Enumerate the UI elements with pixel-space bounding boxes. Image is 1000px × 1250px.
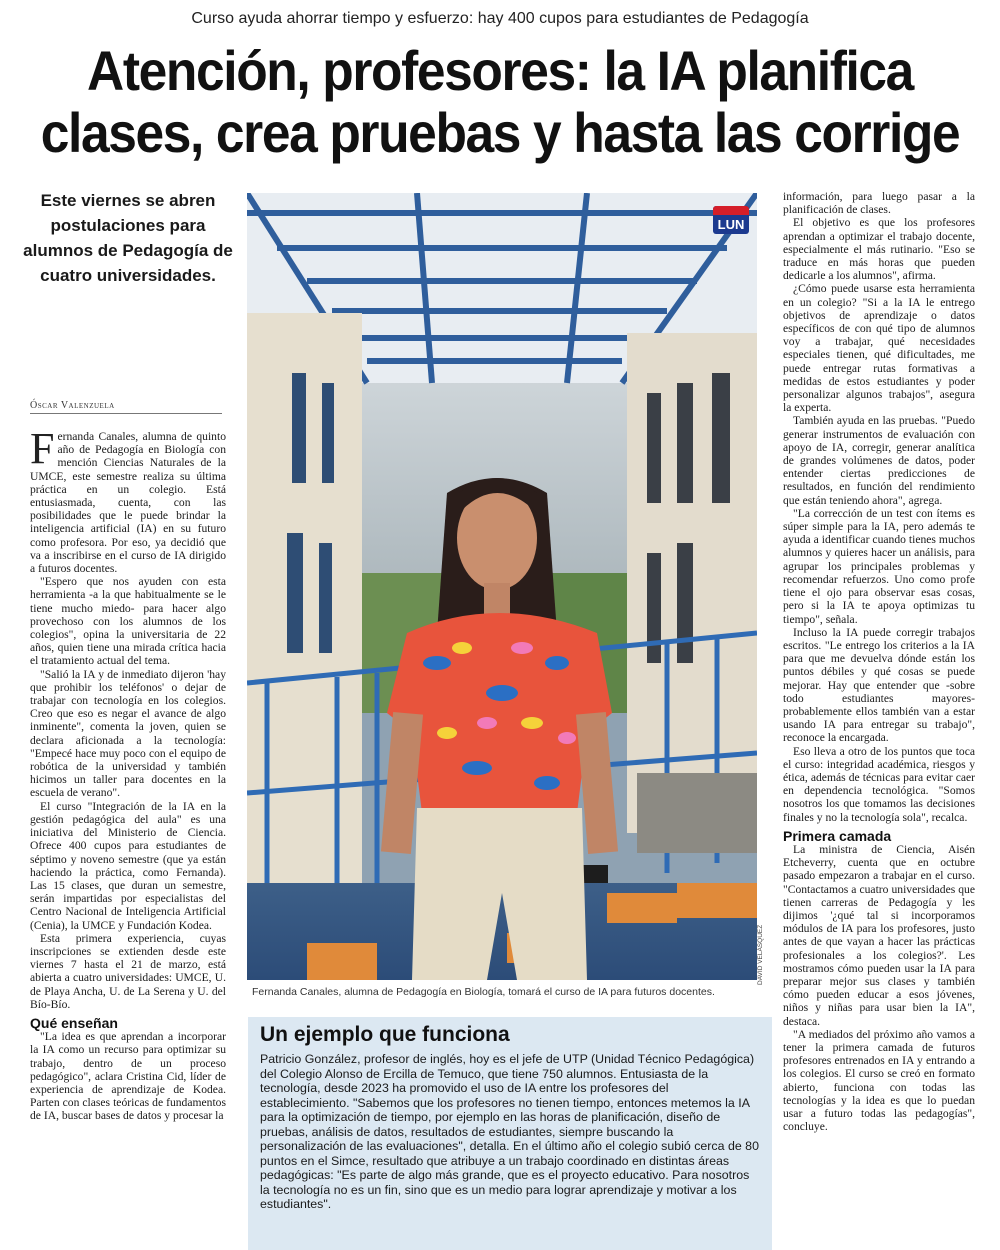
- byline: Óscar Valenzuela: [30, 400, 222, 414]
- paragraph: "Espero que nos ayuden con esta herramienta -a la que habitualmente se le tiene mucho miedo- para hacer algo provechoso con los alumnos de los colegios", opina la universitaria de 22 años, quien tiene una mirada crítica hacia el tratamiento actual del tema.: [30, 575, 226, 668]
- paragraph: "A mediados del próximo año vamos a tener la primera camada de futuros profesores entrenados en IA y entrando a los colegios. El curso se creó en formato abierto, funciona con todas las tecnologías y la idea es que lo puedan usar a futuro todas las pedagogías", concluye.: [783, 1027, 975, 1134]
- photo-caption: Fernanda Canales, alumna de Pedagogía en Biología, tomará el curso de IA para futuros docentes.: [252, 986, 715, 998]
- paragraph: [30, 430, 226, 575]
- kicker: Curso ayuda ahorrar tiempo y esfuerzo: hay 400 cupos para estudiantes de Pedagogía: [191, 10, 809, 27]
- section-subhead: Qué enseñan: [30, 1014, 118, 1031]
- paragraph: Incluso la IA puede corregir trabajos escritos. "Le entrego los criterios a la IA para que me devuelva dónde están los puntos débiles y qué cosas se puede mejorar. Hay que entender que -sobre todo estudiantes mayores- probablemente ellos también van a estar usando IA para entregar su trabajo", reconoce la encargada.: [783, 625, 975, 745]
- paragraph: También ayuda en las pruebas. "Puedo generar instrumentos de evaluación con apoyo de IA, corregir, generar analítica de grandes volúmenes de datos, poder entender ciertas predicciones de resultados, en función del rendimiento que están teniendo ahora", agrega.: [783, 414, 975, 507]
- paragraph: La ministra de Ciencia, Aisén Etcheverry, cuenta que en octubre pasado empezaron a trabajar en el curso. "Contactamos a cuatro universidades que tienen carreras de Pedagogía y les dijimos '¿qué tal si incorporamos módulos de IA para los profesores, justo antes de que vayan a hacer las prácticas profesionales a los colegios?'. Les mostramos cómo pueden usar la IA para preparar mejor sus clases y también cómo pueden educar a esos jóvenes, niños y niñas para usar bien la IA", destaca.: [783, 842, 975, 1028]
- headline-line-1: Atención, profesores: la IA planifica: [87, 39, 913, 102]
- sidebar-box-text: Patricio González, profesor de inglés, hoy es el jefe de UTP (Unidad Técnico Pedagógica) del Colegio Alonso de Ercilla de Temuco, que tiene 750 alumnos. Entusiasta de la tecnología, desde 2023 ha promovido el uso de IA entre los profesores del establecimiento. "Sabemos que los profesores no tienen tiempo, entonces metemos la IA para la optimización de tiempo, por ejemplo en las horas de planificación, diseño de pruebas, análisis de datos, resultados de estudiantes, siempre buscando la personalización de las evaluaciones", detalla. En el último año el colegio subió cerca de 80 puntos en el Simce, resultado que atribuye a un trabajo coordinado en distintas áreas pedagógicas: "Es parte de algo más grande, que es el proyecto educativo. Para nosotros la tecnología no es un fin, sino que es un medio para lograr aprendizaje y motivar a los estudiantes".: [260, 1052, 759, 1211]
- lun-logo-stripe: [713, 206, 749, 215]
- paragraph: Eso lleva a otro de los puntos que toca el curso: integridad académica, riesgos y ética, además de técnicas para evitar caer en dependencia tecnológica. "Somos nosotros los que tomamos las decisiones finales y no la tecnología sola", recalca.: [783, 744, 975, 824]
- article-photo: [247, 193, 757, 980]
- paragraph-text: ernanda Canales, alumna de quinto año de Pedagogía en Biología con mención Ciencias Naturales de la UMCE, este semestre realiza su última práctica en un colegio. Está entusiasmada, cuenta, con las posibilidades que le puede brindar la inteligencia artificial (IA) en su futuro como profesora. Por eso, ya decidió que va a inscribirse en el curso de IA dirigido a futuros docentes.: [30, 430, 226, 576]
- paragraph: El objetivo es que los profesores aprendan a optimizar el trabajo docente, especialmente el más rutinario. "Eso se traduce en más horas que pueden dedicarle a los alumnos", afirma.: [783, 216, 975, 283]
- paragraph: ¿Cómo puede usarse esta herramienta en un colegio? "Si a la IA le entrego objetivos de aprendizaje o datos específicos de con qué tipo de alumnos voy a trabajar, qué necesidades especiales tienen, qué dificultades, me puede entregar rutas formativas a medidas de estos estudiantes y poder personalizar algunos trabajos", asegura la experta.: [783, 282, 975, 415]
- sidebar-box: [248, 1017, 772, 1250]
- article-column-left: [30, 430, 226, 1250]
- paragraph: "La corrección de un test con ítems es súper simple para la IA, pero además te ayuda a identificar cuando tienes muchos alumnos y quieres hacer un análisis, para agrupar los principales problemas y recomendar refuerzos. Uno como profe tiene el ojo para observar esas cosas, pero si la IA te apoya optimizas tu tiempo", señala.: [783, 506, 975, 626]
- paragraph: "La idea es que aprendan a incorporar la IA como un recurso para optimizar su trabajo, dentro de un proceso pedagógico", aclara Cristina Cid, líder de experiencia de aprendizaje de Kodea. Parten con clases teóricas de fundamentos de IA, buscar bases de datos y procesar la: [30, 1030, 226, 1123]
- paragraph: El curso "Integración de la IA en la gestión pedagógica del aula" es una iniciativa del Ministerio de Ciencia. Ofrece 400 cupos para estudiantes de séptimo y noveno semestre (que ya están haciendo la práctica, como Fernanda). Las 15 clases, que duran un semestre, serán impartidas por especialistas del Centro Nacional de Inteligencia Artificial (Cenia), la UMCE y Fundación Kodea.: [30, 799, 226, 932]
- photo-illustration: [247, 193, 757, 980]
- headline: [40, 40, 960, 164]
- photo-credit: DAVID VELÁSQUEZ: [757, 924, 764, 985]
- lun-logo-text: LUN: [717, 217, 745, 232]
- deck: Este viernes se abren postulaciones para alumnos de Pedagogía de cuatro universidades.: [23, 191, 233, 285]
- paragraph: información, para luego pasar a la planificación de clases.: [783, 190, 975, 217]
- section-subhead: Primera camada: [783, 827, 892, 844]
- headline-line-2: clases, crea pruebas y hasta las corrige: [40, 101, 960, 164]
- paragraph: "Salió la IA y de inmediato dijeron 'hay que prohibir los teléfonos' o dejar de trabajar con tecnología en los colegios. Creo que eso es negar el avance de algo inminente", comenta la joven, quien se declara aficionada a la tecnología: "Empecé hace muy poco con el equipo de robótica de la universidad y también hicimos un taller para docentes en la escuela de verano".: [30, 667, 226, 800]
- lun-logo: [713, 206, 749, 234]
- sidebar-box-title: Un ejemplo que funciona: [260, 1023, 510, 1046]
- paragraph: Esta primera experiencia, cuyas inscripciones se extienden desde este viernes 7 hasta el 21 de marzo, está abierta a cuatro universidades: UMCE, U. de Playa Ancha, U. de La Serena y U. del Bío-Bío.: [30, 931, 226, 1011]
- article-column-right: [783, 190, 975, 1250]
- dropcap: F: [30, 430, 55, 473]
